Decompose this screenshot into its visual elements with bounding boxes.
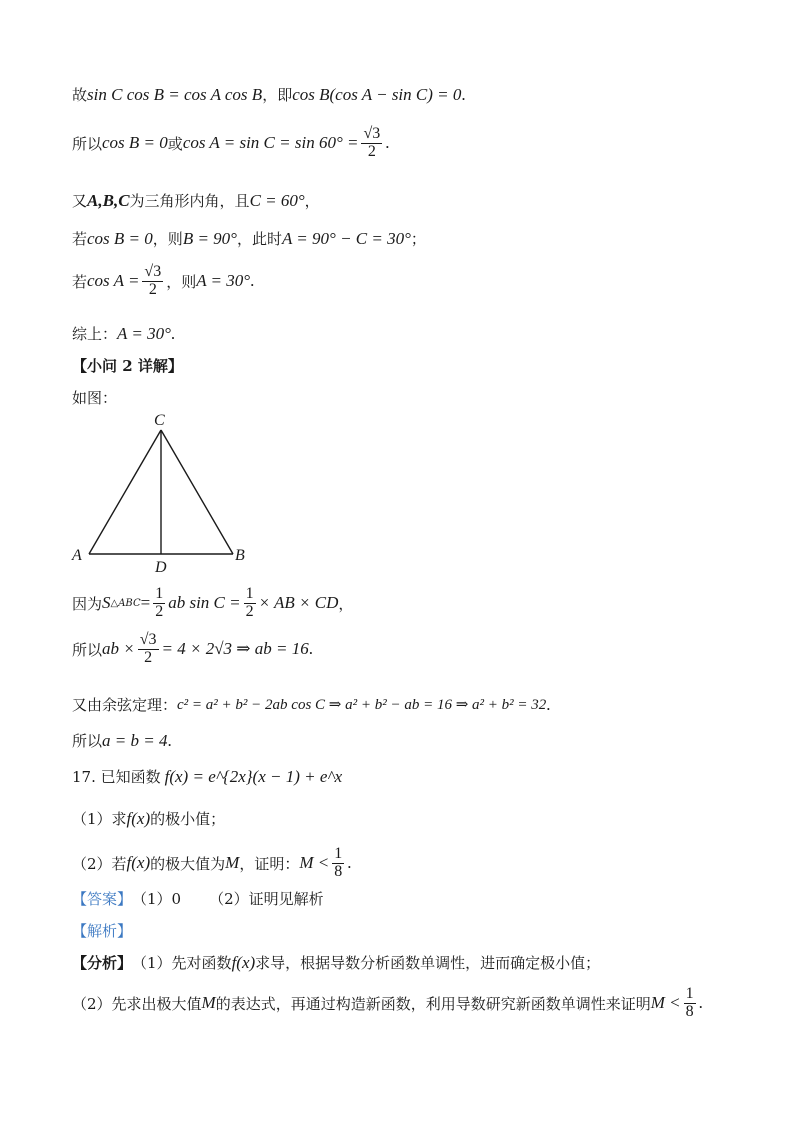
problem-17-q1 xyxy=(72,808,225,829)
text: 17. 已知函数 xyxy=(72,768,161,786)
text: . xyxy=(250,271,255,291)
label-d: D xyxy=(155,559,167,576)
numerator: √3 xyxy=(363,125,381,142)
numerator: 1 xyxy=(245,585,254,602)
solution-line-3 xyxy=(72,190,320,211)
label-a: A xyxy=(72,547,82,564)
text: （2）若 xyxy=(72,854,127,873)
formula: × AB × CD xyxy=(258,593,339,613)
text: 所以 xyxy=(72,640,103,659)
text: ， xyxy=(304,192,320,210)
label-b: B xyxy=(235,547,245,564)
formula: A = 90° − C = 30° xyxy=(281,228,411,248)
answer-tag: 【答案】 xyxy=(72,890,133,908)
problem-17-stem xyxy=(72,766,342,787)
text: ， xyxy=(338,594,354,613)
formula: ab × xyxy=(102,639,135,659)
text: 又由余弦定理： xyxy=(72,696,178,714)
formula: c² = a² + b² − 2ab cos C ⇒ a² + b² − ab = 16 ⇒ a² + b² = 32 xyxy=(177,697,547,713)
part2-line-4 xyxy=(72,730,172,751)
answer-line xyxy=(72,888,324,909)
formula: cos B(cos A − sin C) = 0 xyxy=(292,84,462,104)
fraction xyxy=(138,632,159,667)
fraction xyxy=(153,586,165,621)
formula: S xyxy=(102,593,111,613)
text: . xyxy=(167,730,172,750)
formula: sin C cos B = cos A cos B xyxy=(87,84,263,104)
formula: M < xyxy=(650,993,681,1013)
formula: A = 30° xyxy=(117,323,171,343)
numerator: 1 xyxy=(334,845,343,862)
subquestion-2-header: 【小问 2 详解】 xyxy=(72,357,183,375)
text: （1）先对函数 xyxy=(132,954,232,972)
formula: ab sin C = xyxy=(168,593,241,613)
answer-1: （1）0 xyxy=(132,890,182,908)
denominator: 8 xyxy=(334,862,343,880)
text: . xyxy=(347,853,352,873)
fraction xyxy=(684,986,696,1021)
part2-line-3 xyxy=(72,694,551,715)
formula: M xyxy=(201,993,216,1013)
part2-line-1 xyxy=(72,586,353,621)
fenxi-line-2 xyxy=(72,986,703,1021)
numerator: √3 xyxy=(144,263,162,280)
formula: f(x) xyxy=(126,853,151,873)
numerator: 1 xyxy=(685,985,694,1002)
formula: = 4 × 2√3 ⇒ ab = 16 xyxy=(161,639,309,659)
subscript: △ABC xyxy=(110,597,141,609)
formula: cos A = sin C = sin 60° = xyxy=(182,133,359,153)
fraction xyxy=(332,846,344,881)
denominator: 2 xyxy=(155,602,164,620)
solution-line-1 xyxy=(72,84,466,105)
solution-line-4 xyxy=(72,228,426,249)
fraction xyxy=(361,126,382,161)
fenxi-tag: 【分析】 xyxy=(72,954,133,972)
text: ，即 xyxy=(262,86,293,104)
text: . xyxy=(698,993,703,1013)
problem-17-q2 xyxy=(72,846,351,881)
figure-intro: 如图： xyxy=(72,389,118,407)
fraction xyxy=(244,586,256,621)
text: . xyxy=(546,694,551,714)
denominator: 8 xyxy=(685,1002,694,1020)
text: 若 xyxy=(72,272,88,291)
text: （2）先求出极大值 xyxy=(72,994,202,1013)
fraction xyxy=(142,264,163,299)
answer-2: （2）证明见解析 xyxy=(209,890,324,908)
text: 综上： xyxy=(72,325,118,343)
analysis-tag: 【解析】 xyxy=(72,922,133,940)
solution-line-6 xyxy=(72,323,175,344)
text: 为三角形内角，且 xyxy=(129,192,250,210)
formula: cos B = 0 xyxy=(102,133,168,153)
denominator: 2 xyxy=(245,602,254,620)
formula: C = 60° xyxy=(249,190,305,210)
formula: M xyxy=(225,853,240,873)
fenxi-line-1 xyxy=(72,952,600,973)
text: . xyxy=(385,133,390,153)
formula: a = b = 4 xyxy=(102,730,168,750)
side-ac xyxy=(89,430,161,554)
text: 求导，根据导数分析函数单调性，进而确定极小值； xyxy=(255,954,601,972)
formula: B = 90° xyxy=(182,228,237,248)
text: 因为 xyxy=(72,594,103,613)
denominator: 2 xyxy=(367,142,376,160)
formula: M < xyxy=(299,853,330,873)
text: ，则 xyxy=(152,230,183,248)
text: 故 xyxy=(72,86,88,104)
formula: A = 30° xyxy=(196,271,251,291)
text: 所以 xyxy=(72,732,103,750)
text: . xyxy=(461,84,466,104)
numerator: √3 xyxy=(139,631,157,648)
solution-line-2 xyxy=(72,126,390,161)
text: 所以 xyxy=(72,134,103,153)
text: 的极大值为 xyxy=(150,854,226,873)
formula: = xyxy=(140,593,151,613)
text: ，此时 xyxy=(236,230,282,248)
text: 的表达式，再通过构造新函数，利用导数研究新函数单调性来证明 xyxy=(215,994,651,1013)
denominator: 2 xyxy=(148,280,157,298)
part2-line-2 xyxy=(72,632,313,667)
text: 又 xyxy=(72,192,88,210)
text: 的极小值； xyxy=(150,810,226,828)
text: 若 xyxy=(72,230,88,248)
text: ，证明： xyxy=(239,854,300,873)
triangle-figure xyxy=(70,408,290,578)
formula: cos A = xyxy=(87,271,140,291)
text: . xyxy=(170,323,176,343)
text: ，则 xyxy=(166,272,197,291)
text: . xyxy=(308,639,314,659)
formula: A,B,C xyxy=(87,190,130,210)
numerator: 1 xyxy=(155,585,164,602)
text: 或 xyxy=(167,134,183,153)
text: （1）求 xyxy=(72,810,127,828)
solution-line-5 xyxy=(72,264,254,299)
formula: f(x) xyxy=(126,808,151,828)
text: ； xyxy=(410,230,426,248)
denominator: 2 xyxy=(144,648,153,666)
side-bc xyxy=(161,430,233,554)
formula: f(x) xyxy=(231,952,256,972)
formula: f(x) = e^{2x}(x − 1) + e^x xyxy=(164,766,343,786)
label-c: C xyxy=(154,412,165,429)
formula: cos B = 0 xyxy=(87,228,153,248)
